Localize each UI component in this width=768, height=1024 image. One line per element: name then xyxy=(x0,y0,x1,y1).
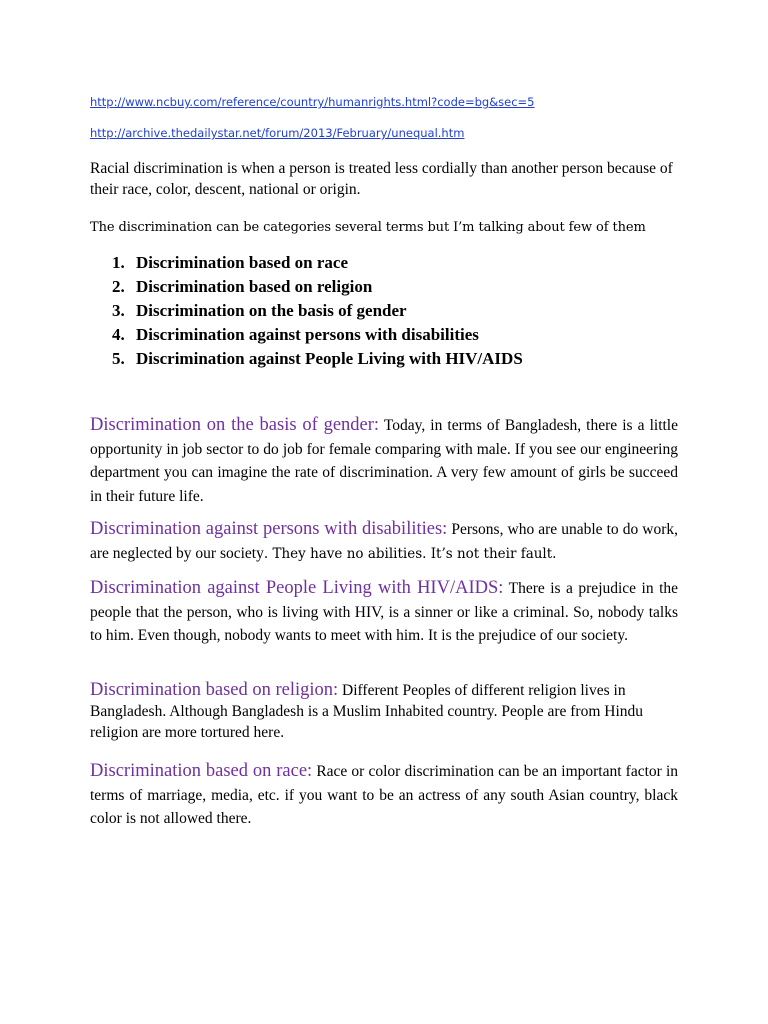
list-item-label: Discrimination based on religion xyxy=(136,277,373,296)
section-religion xyxy=(90,680,678,743)
list-item xyxy=(112,299,672,323)
section-heading-religion: Discrimination based on religion: xyxy=(90,680,339,700)
section-body-disability-tail: . They have no abilities. It’s not their fault. xyxy=(263,545,557,562)
list-item xyxy=(112,347,672,371)
list-number: 4. xyxy=(112,325,125,344)
section-heading-hiv: Discrimination against People Living with HIV/AIDS: xyxy=(90,578,504,598)
list-item-label: Discrimination against People Living with HIV/AIDS xyxy=(136,349,523,368)
section-heading-gender: Discrimination on the basis of gender: xyxy=(90,415,380,435)
list-item xyxy=(112,275,672,299)
list-item xyxy=(112,323,672,347)
section-body-race: Race or color discrimination can be an important factor in terms of marriage, media, etc. if you want to be an actress of any south Asian country, black color is not allowed there. xyxy=(90,763,678,827)
section-body-religion: Different Peoples of different religion lives in Bangladesh. Although Bangladesh is a Muslim Inhabited country. People are from Hindu religion are more tortured here. xyxy=(90,682,644,741)
lead-sentence: The discrimination can be categories several terms but I’m talking about few of them xyxy=(90,220,646,235)
section-hiv xyxy=(90,577,678,648)
list-number: 5. xyxy=(112,349,125,368)
section-heading-race: Discrimination based on race: xyxy=(90,761,313,781)
section-body-hiv: There is a prejudice in the people that the person, who is living with HIV, is a sinner or like a criminal. So, nobody talks to him. Even though, nobody wants to meet with him. It is the prejudice of our society. xyxy=(90,580,679,644)
section-disability xyxy=(90,518,678,566)
list-item xyxy=(112,251,672,275)
reference-link-ncbuy[interactable]: http://www.ncbuy.com/reference/country/humanrights.html?code=bg&sec=5 xyxy=(90,95,535,109)
list-number: 1. xyxy=(112,253,125,272)
list-item-label: Discrimination on the basis of gender xyxy=(136,301,407,320)
section-heading-disability: Discrimination against persons with disabilities: xyxy=(90,519,448,539)
list-item-label: Discrimination against persons with disabilities xyxy=(136,325,479,344)
list-number: 2. xyxy=(112,277,125,296)
section-gender xyxy=(90,414,678,508)
intro-paragraph: Racial discrimination is when a person is treated less cordially than another person because of their race, color, descent, national or origin. xyxy=(90,160,673,198)
reference-link-dailystar[interactable]: http://archive.thedailystar.net/forum/2013/February/unequal.htm xyxy=(90,126,465,140)
list-item-label: Discrimination based on race xyxy=(136,253,349,272)
list-number: 3. xyxy=(112,301,125,320)
section-body-disability: Persons, who are unable to do work, are neglected by our society xyxy=(90,521,678,562)
discrimination-types-list xyxy=(112,251,672,371)
section-race xyxy=(90,760,678,831)
section-body-gender: Today, in terms of Bangladesh, there is a little opportunity in job sector to do job for female comparing with male. If you see our engineering department you can imagine the rate of discrimination. A very few amount of girls be succeed in their future life. xyxy=(90,417,678,505)
